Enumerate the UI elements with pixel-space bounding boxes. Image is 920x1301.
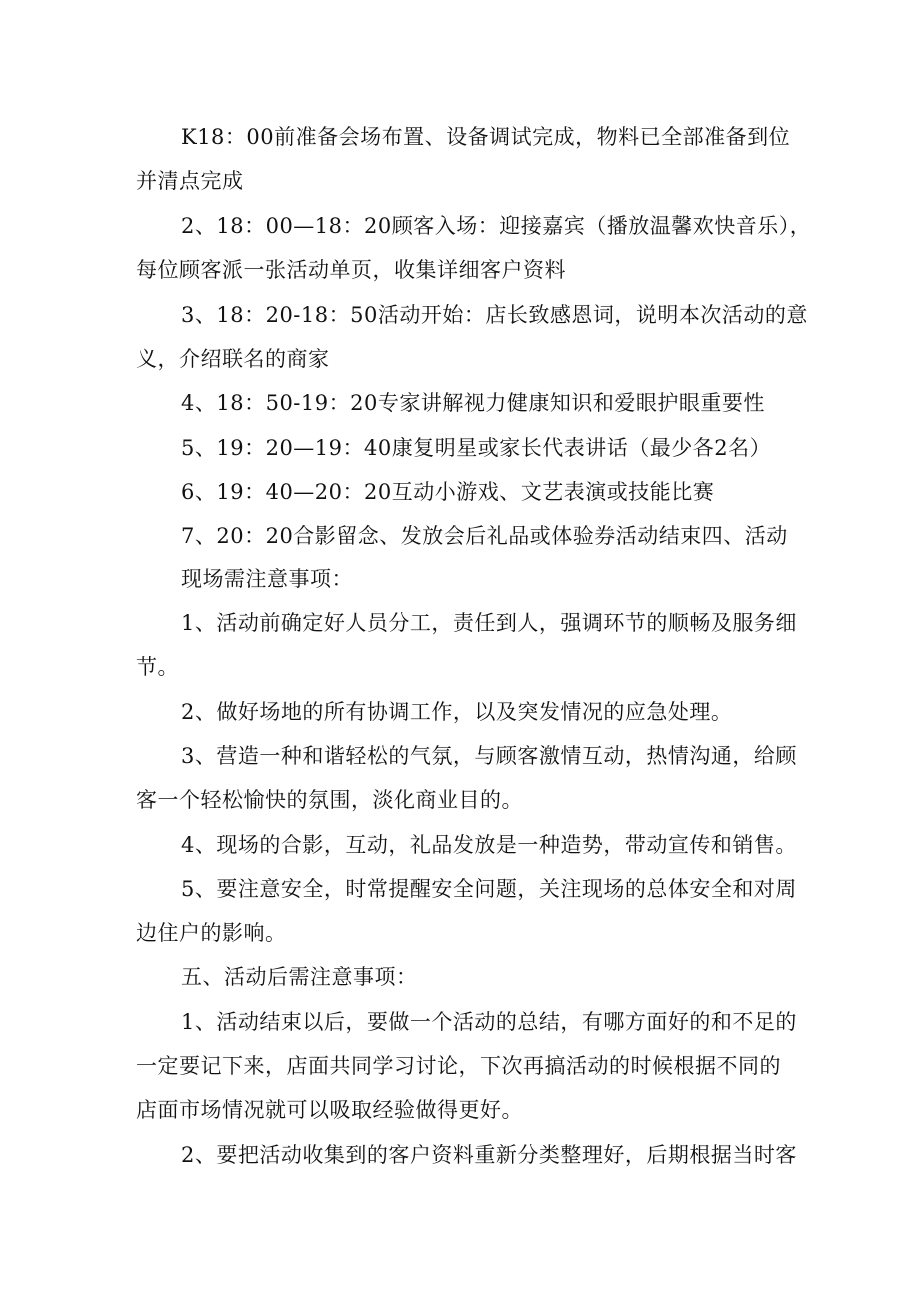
text-line-19: 边住户的影响。 <box>136 921 287 945</box>
text-line-2: 并清点完成 <box>136 169 244 193</box>
text-line-13: 节。 <box>136 655 179 679</box>
text-line-24: 2、要把活动收集到的客户资料重新分类整理好，后期根据当时客 <box>181 1143 797 1167</box>
text-line-1: K18：00前准备会场布置、设备调试完成，物料已全部准备到位 <box>181 125 791 149</box>
text-line-11: 现场需注意事项： <box>181 567 353 591</box>
text-line-21: 1、活动结束以后，要做一个活动的总结，有哪方面好的和不足的 <box>181 1010 797 1034</box>
text-line-18: 5、要注意安全，时常提醒安全问题，关注现场的总体安全和对周 <box>181 877 797 901</box>
section-heading: 五、活动后需注意事项： <box>181 965 418 989</box>
text-line-10: 7、20：20合影留念、发放会后礼品或体验券活动结束四、活动 <box>181 524 788 548</box>
text-line-17: 4、现场的合影，互动，礼品发放是一种造势，带动宣传和销售。 <box>181 833 797 857</box>
text-line-15: 3、营造一种和谐轻松的气氛，与顾客激情互动，热情沟通，给顾 <box>181 744 797 768</box>
text-line-16: 客一个轻松愉快的氛围，淡化商业目的。 <box>136 788 523 812</box>
text-line-5: 3、18：20-18：50活动开始：店长致感恩词，说明本次活动的意 <box>181 303 808 327</box>
text-line-14: 2、做好场地的所有协调工作，以及突发情况的应急处理。 <box>181 700 733 724</box>
text-line-23: 店面市场情况就可以吸取经验做得更好。 <box>136 1098 523 1122</box>
text-line-9: 6、19：40—20：20互动小游戏、文艺表演或技能比赛 <box>181 480 715 504</box>
text-line-7: 4、18：50-19：20专家讲解视力健康知识和爱眼护眼重要性 <box>181 391 765 415</box>
text-line-6: 义，介绍联名的商家 <box>136 347 330 371</box>
text-line-22: 一定要记下来，店面共同学习讨论，下次再搞活动的时候根据不同的 <box>136 1054 781 1078</box>
text-line-3: 2、18：00—18：20顾客入场：迎接嘉宾（播放温馨欢快音乐）， <box>181 214 812 238</box>
text-line-8: 5、19：20—19：40康复明星或家长代表讲话（最少各2名） <box>181 436 772 460</box>
text-line-12: 1、活动前确定好人员分工，责任到人，强调环节的顺畅及服务细 <box>181 611 797 635</box>
text-line-4: 每位顾客派一张活动单页，收集详细客户资料 <box>136 258 566 282</box>
